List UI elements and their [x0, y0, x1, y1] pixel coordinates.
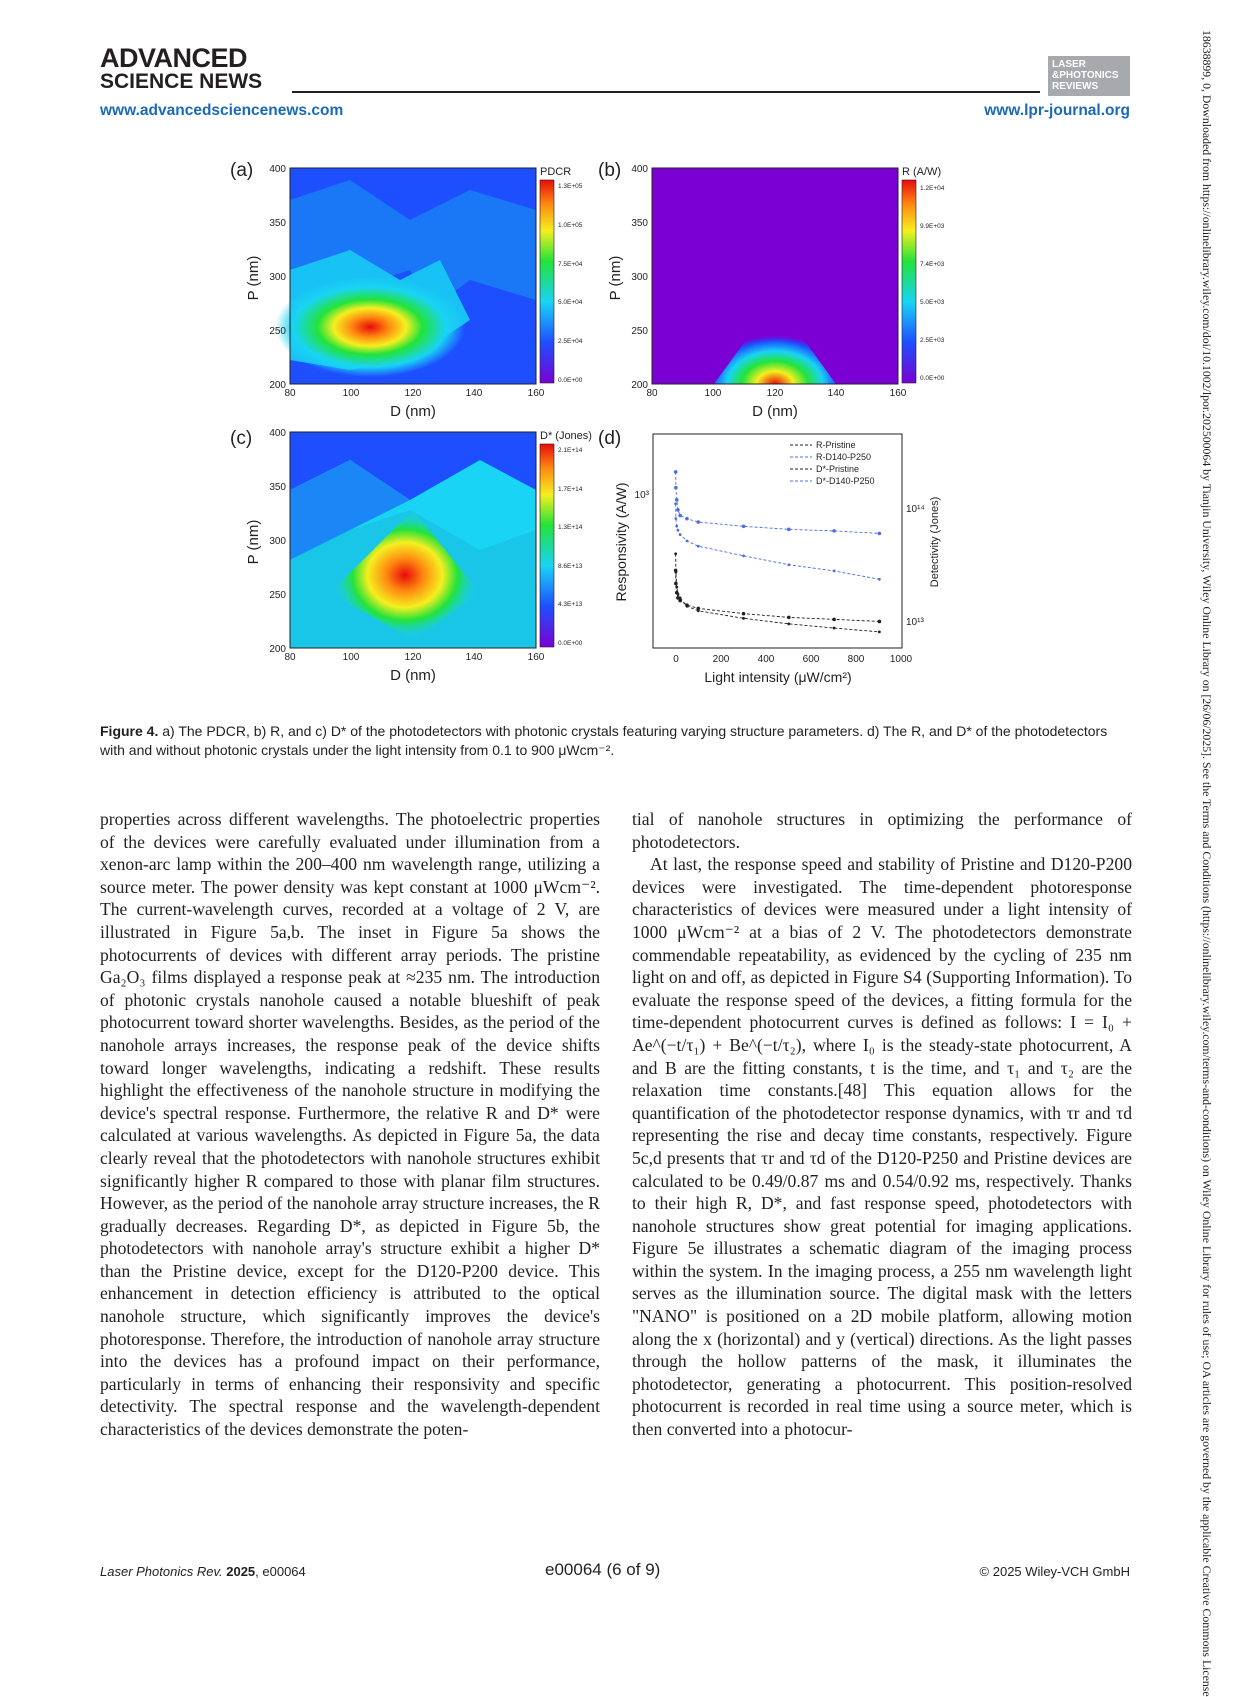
data-point	[787, 616, 791, 620]
publisher-url-link[interactable]: www.advancedsciencenews.com	[100, 102, 344, 119]
footer-article: , e00064	[255, 1564, 306, 1579]
x-axis-label: D (nm)	[390, 667, 436, 684]
data-point	[675, 591, 679, 595]
x-tick-label: 140	[465, 388, 483, 399]
colorbar-title: PDCR	[540, 166, 572, 178]
colorbar-tick: 1.3E+05	[558, 183, 583, 190]
colorbar-tick: 8.6E+13	[558, 563, 583, 570]
colorbar-tick: 1.7E+14	[558, 486, 583, 493]
colorbar-tick: 1.2E+04	[920, 185, 945, 192]
data-point	[697, 545, 700, 548]
colorbar	[540, 180, 554, 383]
x-tick-label: 100	[342, 388, 360, 399]
x-tick-label: 100	[342, 652, 360, 663]
copyright: © 2025 Wiley-VCH GmbH	[979, 1564, 1130, 1579]
y-tick-label: 300	[269, 536, 286, 547]
data-point	[787, 622, 790, 625]
x-ticks	[284, 652, 544, 663]
legend-label: R-D140-P250	[816, 452, 872, 462]
data-point	[878, 620, 882, 624]
x-tick-label: 160	[889, 388, 907, 399]
y-tick-label: 300	[631, 272, 648, 283]
data-point	[696, 607, 700, 611]
y2-tick-label: 10¹³	[906, 617, 924, 628]
journal-badge-line: LASER	[1052, 59, 1086, 70]
download-notice: 18638899, 0, Downloaded from https://onlinelibrary.wiley.com/doi/10.1002/lpor.202500064 by Tianjin University, Wiley Online Library on [26/06/2025]. See the Terms and Conditions (https://onlinelibrary.wiley.com/terms-and-conditions) on Wiley Online Library for rules of use; OA articles are governed by the applicable Creative Commons License	[1200, 30, 1214, 1697]
data-point	[674, 552, 677, 555]
data-point	[674, 502, 677, 505]
plot-frame	[653, 434, 902, 648]
colorbar-tick: 2.5E+04	[558, 338, 583, 345]
data-point	[674, 486, 678, 490]
x-tick-label: 140	[465, 652, 483, 663]
y-tick-label: 400	[269, 164, 286, 175]
figure-caption	[100, 722, 1132, 760]
x-tick-label: 0	[673, 654, 679, 665]
colorbar-tick: 7.4E+03	[920, 261, 945, 268]
panel-c	[230, 428, 592, 684]
legend-label: R-Pristine	[816, 440, 856, 450]
data-point	[686, 540, 689, 543]
caption-label: Figure 4.	[100, 723, 159, 739]
legend-label: D*-Pristine	[816, 464, 860, 474]
colorbar-tick: 5.0E+04	[558, 299, 583, 306]
data-point	[742, 525, 746, 529]
x-tick-label: 400	[757, 654, 775, 665]
x-ticks	[673, 654, 912, 665]
panel-d	[598, 428, 941, 685]
data-point	[674, 569, 678, 573]
data-point	[674, 517, 677, 520]
page-number: e00064 (6 of 9)	[545, 1560, 661, 1579]
colorbar-tick: 2.5E+03	[920, 337, 945, 344]
data-point	[833, 570, 836, 573]
colorbar	[540, 444, 554, 647]
x-ticks	[284, 388, 544, 399]
panel-b	[598, 160, 945, 420]
panel-label-b: (b)	[598, 160, 622, 181]
y-ticks	[631, 164, 648, 391]
footer-year: 2025	[226, 1564, 256, 1579]
data-point	[674, 470, 678, 474]
x-axis-label: Light intensity (μW/cm²)	[704, 669, 852, 685]
footer-citation	[100, 1564, 306, 1579]
y-tick-label: 10³	[634, 490, 649, 501]
colorbar-tick: 2.1E+14	[558, 447, 583, 454]
x-tick-label: 800	[847, 654, 865, 665]
y-tick-label: 200	[631, 380, 648, 391]
data-point	[832, 618, 836, 622]
colorbar-tick: 1.0E+05	[558, 222, 583, 229]
footer-journal: Laser Photonics Rev.	[100, 1564, 223, 1579]
data-point	[675, 525, 678, 528]
data-point	[679, 533, 682, 536]
colorbar-tick: 1.3E+14	[558, 524, 583, 531]
x-tick-label: 1000	[889, 654, 913, 665]
journal-badge	[1048, 56, 1130, 96]
y-tick-label: 250	[269, 590, 286, 601]
panel-label-d: (d)	[598, 428, 622, 449]
y2-axis-label: Detectivity (Jones)	[929, 496, 941, 588]
y2-tick-label: 10¹⁴	[906, 504, 925, 515]
paragraph: At last, the response speed and stability of Pristine and D120-P200 devices were investigated. The time-dependent photoresponse characteristics of devices were measured under a light intensity of 1000 μWcm⁻² at a bias of 2 V. The photodetectors demonstrate commendable repeatability, as evidenced by the cycling of 235 nm light on and off, as depicted in Figure S4 (Supporting Information). To evaluate the response speed of the devices, a fitting formula for the time-dependent photocurrent curves is defined as follows: I = I₀ + Ae^(−t/τ₁) + Be^(−t/τ₂), where I₀ is the steady-state photocurrent, A and B are the fitting constants, t is the time, and τ₁ and τ₂ are the relaxation time constants.[48] This equation allows for the quantification of the photodetector response dynamics, with τr and τd representing the rise and decay time constants, respectively. Figure 5c,d presents that τr and τd of the D120-P250 and Pristine devices are calculated to be 0.49/0.87 ms and 0.54/0.92 ms, respectively. Thanks to their high R, D*, and fast response speed, photodetectors with nanohole structures show great potential for imaging applications. Figure 5e illustrates a schematic diagram of the imaging process within the system. In the imaging process, a 255 nm wavelength light serves as the illumination source. The digital mask with the letters "NANO" is positioned on a 2D mobile platform, allowing motion along the x (horizontal) and y (vertical) directions. As the light passes through the hollow patterns of the mask, it illuminates the photodetector, generating a photocurrent. This position-resolved photocurrent is recorded in real time using a source meter, which is then converted into a photocur-	[632, 854, 1132, 1440]
left-column	[100, 808, 600, 1441]
x-tick-label: 160	[527, 652, 545, 663]
data-point	[878, 532, 882, 536]
colorbar-ticks	[920, 185, 945, 382]
colorbar-tick: 0.0E+00	[558, 377, 583, 384]
data-point	[833, 627, 836, 630]
x-tick-label: 80	[284, 652, 296, 663]
paragraph: tial of nanohole structures in optimizing the performance of photodetectors.	[632, 809, 1132, 852]
heatmap-hotspot	[275, 277, 465, 377]
y-tick-label: 350	[631, 218, 648, 229]
colorbar-tick: 7.5E+04	[558, 261, 583, 268]
y-tick-label: 300	[269, 272, 286, 283]
y-axis-label: P (nm)	[245, 255, 262, 301]
header-rule	[292, 91, 1040, 93]
x-tick-label: 80	[646, 388, 658, 399]
x-tick-label: 140	[827, 388, 845, 399]
legend-label: D*-D140-P250	[816, 476, 875, 486]
colorbar-tick: 4.3E+13	[558, 601, 583, 608]
data-point	[878, 630, 881, 633]
y-tick-label: 200	[269, 380, 286, 391]
data-point	[787, 563, 790, 566]
colorbar-title: D* (Jones)	[540, 430, 592, 442]
data-point	[675, 498, 679, 502]
data-point	[696, 520, 700, 524]
y-axis-label: Responsivity (A/W)	[613, 482, 629, 602]
data-point	[742, 554, 745, 557]
y-tick-label: 350	[269, 482, 286, 493]
x-tick-label: 80	[284, 388, 296, 399]
publisher-logo: ADVANCED	[100, 43, 248, 73]
colorbar-tick: 0.0E+00	[920, 375, 945, 382]
panel-label-a: (a)	[230, 160, 254, 181]
data-point	[832, 529, 836, 533]
data-point	[878, 578, 881, 581]
colorbar-ticks	[558, 183, 583, 384]
y-ticks	[269, 164, 286, 391]
x-ticks	[646, 388, 906, 399]
colorbar-title: R (A/W)	[902, 166, 942, 178]
data-point	[677, 529, 680, 532]
y-axis-label: P (nm)	[245, 519, 262, 565]
y-tick-label: 250	[269, 326, 286, 337]
x-axis-label: D (nm)	[752, 403, 798, 420]
figure-4	[230, 160, 950, 720]
paragraph: properties across different wavelengths. The photoelectric properties of the devices were carefully evaluated under illumination from a xenon-arc lamp within the 200–400 nm wavelength range, utilizing a source meter. The power density was kept constant at 1000 μWcm⁻². The current-wavelength curves, recorded at a voltage of 2 V, are illustrated in Figure 5a,b. The inset in Figure 5a shows the photocurrents of devices with different array periods. The pristine Ga₂O₃ films displayed a response peak at ≈235 nm. The introduction of photonic crystals nanohole caused a notable blueshift of peak photocurrent toward shorter wavelengths. Besides, as the period of the nanohole arrays increases, the response peak of the device shifts toward longer wavelengths, indicating a redshift. These results highlight the effectiveness of the nanohole structure in modifying the device's spectral response. Furthermore, the relative R and D* were calculated at various wavelengths. As depicted in Figure 5a, the data clearly reveal that the photodetectors with nanohole structures exhibit significantly higher R compared to those with planar film structures. However, as the period of the nanohole array structure increases, the R gradually decreases. Regarding D*, as depicted in Figure 5b, the photodetectors with nanohole array's structure exhibit a higher D* than the Pristine device, except for the D120-P200 device. This enhancement in detection efficiency is attributed to the optical nanohole structure, which significantly improves the device's photoresponse. Therefore, the introduction of nanohole array structure into the devices has a profound impact on their performance, particularly in terms of enhancing their responsivity and specific detectivity. The spectral response and the wavelength-dependent characteristics of the devices demonstrate the poten-	[100, 809, 600, 1440]
y-tick-label: 250	[631, 326, 648, 337]
x-tick-label: 200	[712, 654, 730, 665]
journal-badge-line: &PHOTONICS	[1052, 70, 1119, 81]
y-tick-label: 400	[631, 164, 648, 175]
journal-url-link[interactable]: www.lpr-journal.org	[984, 102, 1130, 119]
x-tick-label: 160	[527, 388, 545, 399]
data-point	[742, 612, 746, 616]
data-point	[674, 582, 678, 586]
y-tick-label: 350	[269, 218, 286, 229]
x-tick-label: 120	[404, 652, 422, 663]
y-tick-label: 200	[269, 644, 286, 655]
data-point	[678, 514, 682, 518]
colorbar-tick: 5.0E+03	[920, 299, 945, 306]
data-point	[676, 508, 680, 512]
panel-a	[230, 160, 583, 420]
x-tick-label: 600	[802, 654, 820, 665]
x-tick-label: 120	[766, 388, 784, 399]
data-point	[676, 596, 680, 600]
y-tick-label: 400	[269, 428, 286, 439]
panel-label-c: (c)	[230, 428, 253, 449]
x-tick-label: 100	[704, 388, 722, 399]
colorbar-tick: 0.0E+00	[558, 640, 583, 647]
caption-text: a) The PDCR, b) R, and c) D* of the photodetectors with photonic crystals featuring varying structure parameters. d) The R, and D* of the photodetectors with and without photonic crystals under the light intensity from 0.1 to 900 μWcm⁻².	[100, 723, 1108, 758]
right-column	[632, 808, 1132, 1441]
colorbar-ticks	[558, 447, 583, 647]
y-axis-label: P (nm)	[607, 255, 624, 301]
x-tick-label: 120	[404, 388, 422, 399]
journal-badge-line: REVIEWS	[1052, 81, 1099, 92]
x-axis-label: D (nm)	[390, 403, 436, 420]
publisher-logo-subtitle: SCIENCE NEWS	[100, 70, 263, 93]
colorbar-tick: 9.9E+03	[920, 223, 945, 230]
data-point	[742, 617, 745, 620]
colorbar	[902, 180, 916, 383]
data-point	[678, 599, 682, 603]
data-point	[685, 603, 689, 607]
data-point	[787, 528, 791, 532]
data-point	[685, 517, 689, 521]
y-ticks	[269, 428, 286, 655]
